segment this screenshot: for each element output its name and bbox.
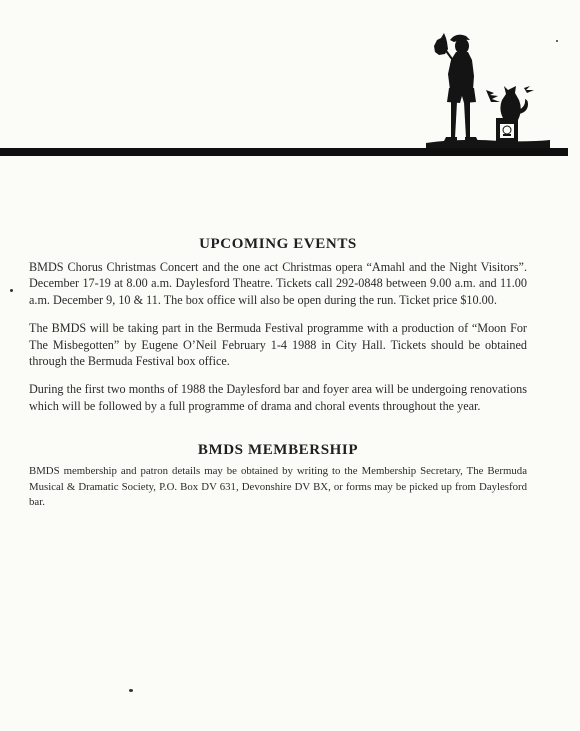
membership-heading: BMDS MEMBERSHIP [197,442,359,459]
upcoming-events-heading: UPCOMING EVENTS [199,236,357,252]
upcoming-events-section [29,236,527,414]
membership-paragraph: BMDS membership and patron details may be obtained by writing to the Membership Secretary, The Bermuda Musical & Dramatic Society, P.O. Box DV 631, Devonshire DV BX, or forms may be picked up from Daylesford bar. [29,465,527,509]
event-paragraph-renovations: During the first two months of 1988 the Daylesford bar and foyer area will be undergoing renovations which will be followed by a full programme of drama and choral events throughout the year. [29,382,527,413]
scan-speck [556,40,558,42]
header-divider-bar [0,148,568,156]
scan-speck [10,289,13,292]
event-paragraph-bermuda-festival: The BMDS will be taking part in the Bermuda Festival programme with a production of “Moon For The Misbegotten” by Eugene O’Neil February 1-4 1988 in City Hall. Tickets should be obtained through the Bermuda Festival box office. [29,321,527,369]
event-paragraph-christmas-concert: BMDS Chorus Christmas Concert and the one act Christmas opera “Amahl and the Night Visitors”. December 17-19 at 8.00 a.m. Daylesford Theatre. Tickets call 292-0848 between 9.00 a.m. and 11.00 a.m. December 9, 10 & 11. The box office will also be open during the run. Ticket price $10.00. [29,260,527,307]
boy-and-cat-silhouette-illustration [420,30,555,152]
membership-section [29,442,527,511]
scan-speck [129,689,133,692]
content-area [29,236,527,511]
